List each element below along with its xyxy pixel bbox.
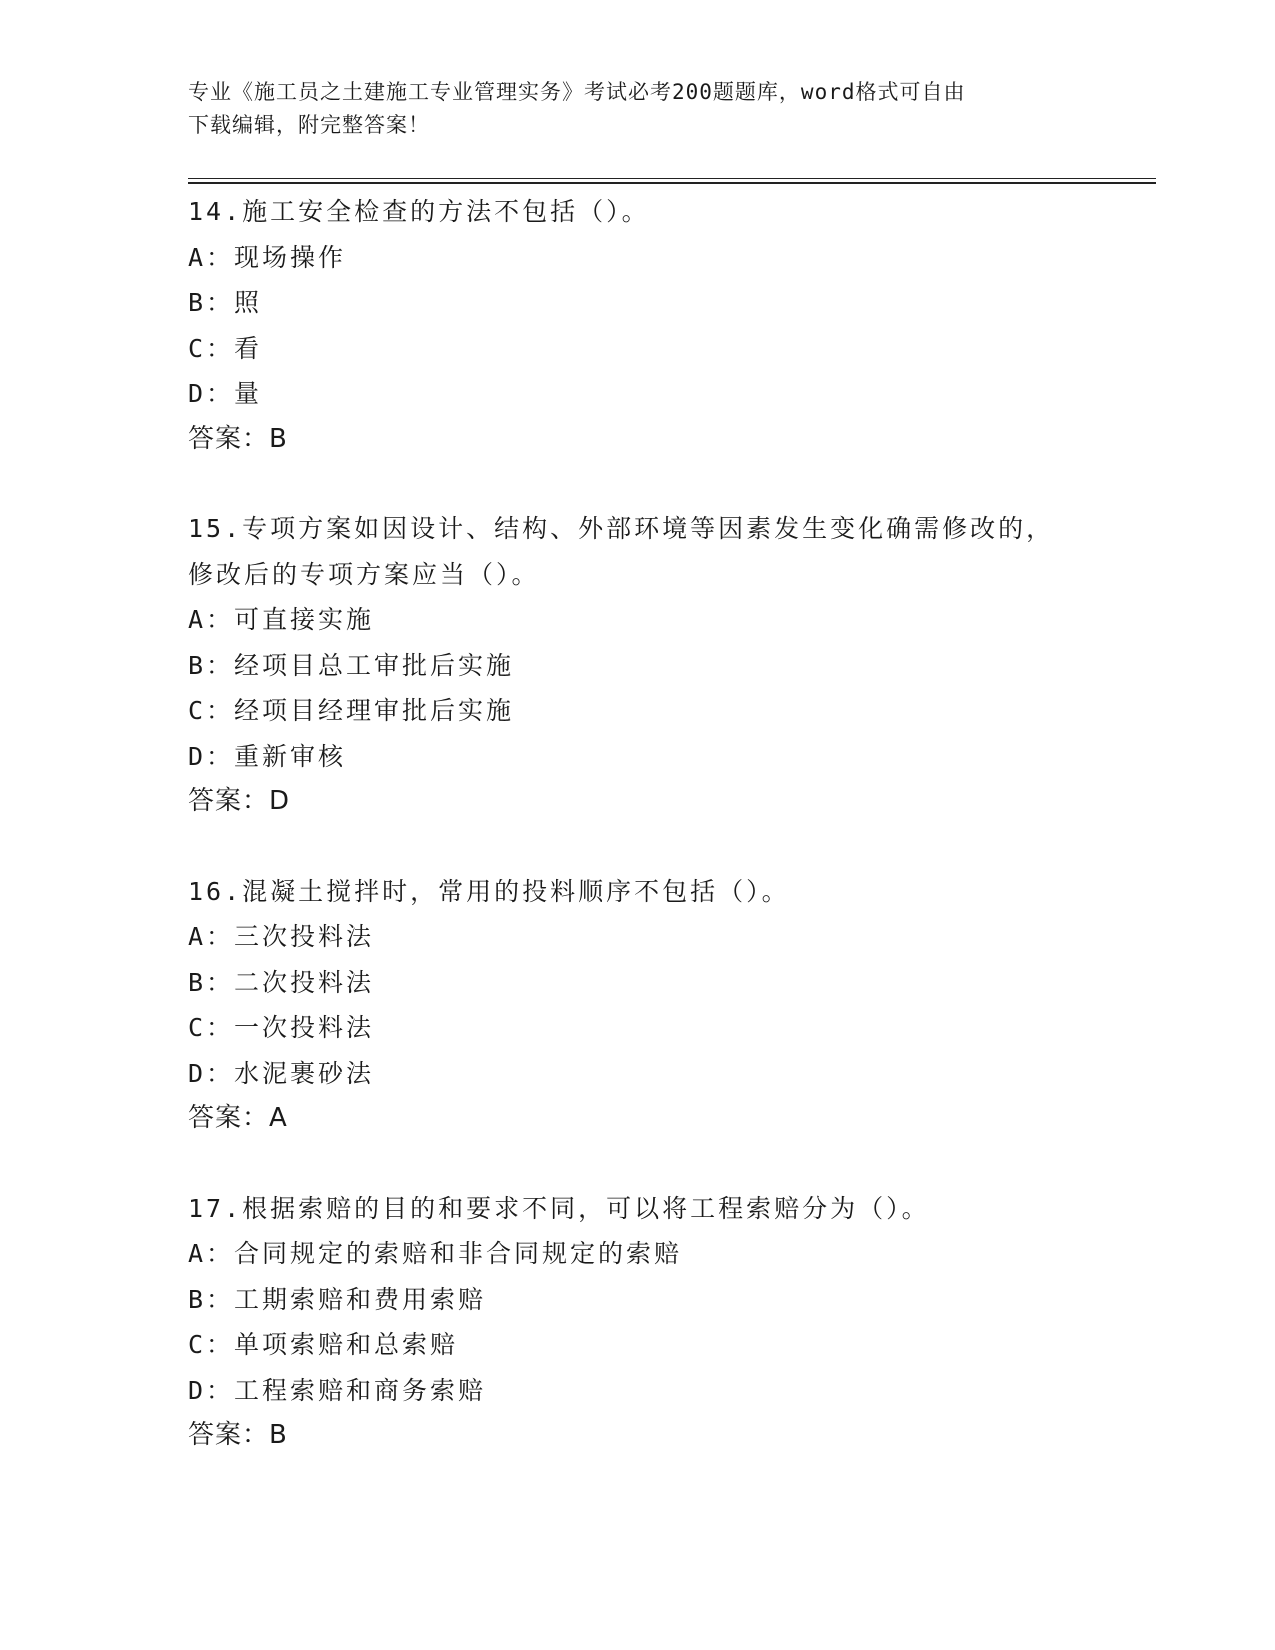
question-stem-continued: 修改后的专项方案应当（）。 [188, 559, 540, 589]
option-a: A：合同规定的索赔和非合同规定的索赔 [188, 1239, 683, 1268]
option-a: A：三次投料法 [188, 922, 375, 951]
question-17 [188, 1186, 1128, 1459]
option-c: C：一次投料法 [188, 1013, 375, 1042]
document-header [188, 76, 1088, 142]
option-a: A：可直接实施 [188, 605, 375, 634]
option-b: B：工期索赔和费用索赔 [188, 1284, 487, 1314]
option-b: B：经项目总工审批后实施 [188, 650, 515, 680]
question-stem: 15.专项方案如因设计、结构、外部环境等因素发生变化确需修改的， [188, 514, 1055, 543]
option-d: D：重新审核 [188, 741, 347, 771]
answer-line: 答案：A [188, 1103, 288, 1133]
question-stem: 16.混凝土搅拌时，常用的投料顺序不包括（）。 [188, 876, 790, 906]
answer-line: 答案：B [188, 423, 288, 454]
header-line-2: 下载编辑，附完整答案！ [188, 113, 430, 137]
answer-line: 答案：D [188, 786, 291, 816]
option-b: B：二次投料法 [188, 967, 375, 997]
option-a: A：现场操作 [188, 242, 347, 272]
question-stem: 14.施工安全检查的方法不包括（）。 [188, 197, 650, 226]
option-c: C：看 [188, 333, 263, 363]
question-stem: 17.根据索赔的目的和要求不同，可以将工程索赔分为（）。 [188, 1193, 930, 1223]
option-b: B：照 [188, 288, 263, 317]
question-14 [188, 189, 1128, 462]
question-16 [188, 869, 1128, 1142]
question-15 [188, 506, 1128, 825]
option-d: D：水泥裹砂法 [188, 1058, 375, 1088]
header-divider-thick [188, 182, 1156, 184]
question-list [188, 189, 1128, 1459]
header-line-1: 专业《施工员之土建施工专业管理实务》考试必考200题题库，word格式可自由 [188, 80, 966, 104]
option-c: C：单项索赔和总索赔 [188, 1330, 459, 1359]
answer-line: 答案：B [188, 1420, 288, 1450]
option-d: D：工程索赔和商务索赔 [188, 1375, 487, 1405]
header-divider-thin [188, 178, 1156, 179]
option-c: C：经项目经理审批后实施 [188, 696, 515, 725]
option-d: D：量 [188, 379, 263, 408]
